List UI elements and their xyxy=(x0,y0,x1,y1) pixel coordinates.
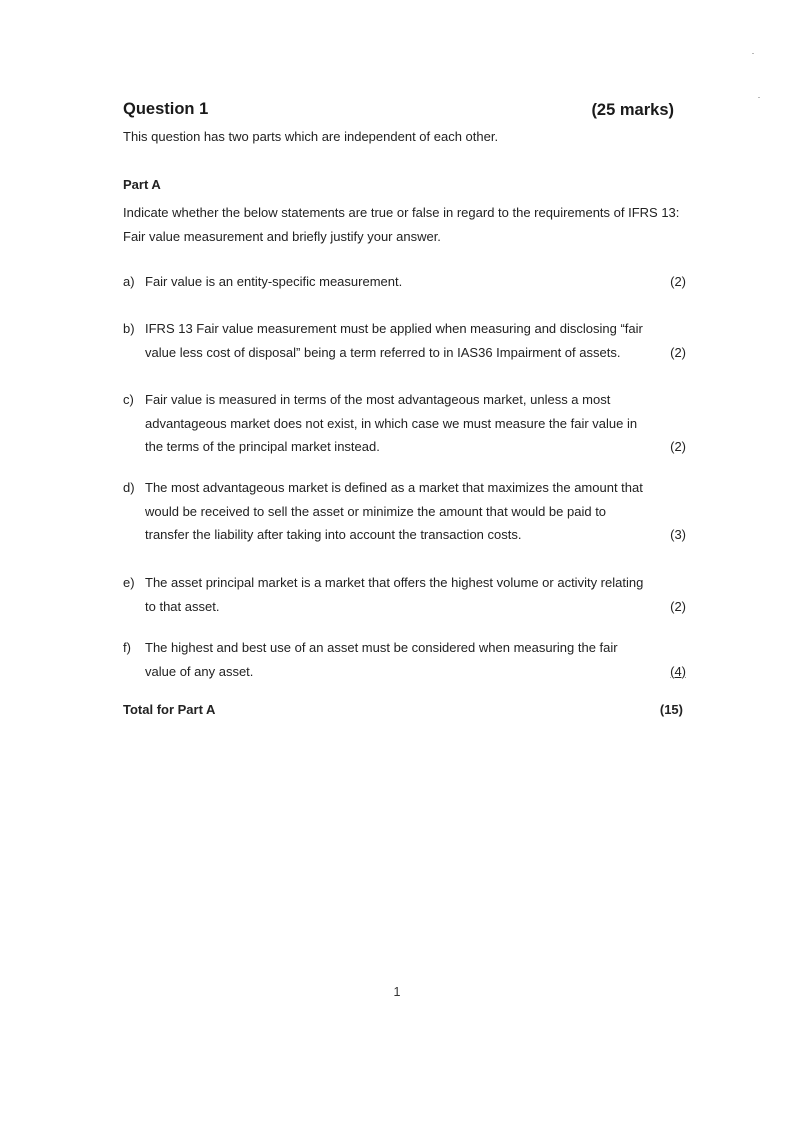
statement-marks: (2) xyxy=(670,598,686,614)
question-title: Question 1 xyxy=(123,100,209,118)
statement-item-a xyxy=(123,270,686,294)
statement-text: The most advantageous market is defined as a market that maximizes the amount that would be received to sell the asset or minimize the amount that would be paid to transfer the liability after taking into account the transaction costs. xyxy=(145,480,643,542)
statement-item-b xyxy=(123,317,686,364)
statement-marks: (2) xyxy=(670,344,686,360)
statement-item-e xyxy=(123,571,686,618)
statement-marks: (2) xyxy=(670,274,686,289)
statement-letter: c) xyxy=(123,392,134,407)
statement-marks: (4) xyxy=(670,663,686,679)
statement-text: The asset principal market is a market that offers the highest volume or activity relating to that asset. xyxy=(145,575,644,614)
statement-letter: a) xyxy=(123,274,135,289)
statement-text: Fair value is measured in terms of the most advantageous market, unless a most advantageous market does not exist, in which case we must measure the fair value in the terms of the principal market instead. xyxy=(145,392,638,454)
statement-letter: f) xyxy=(123,640,131,655)
question-marks: (25 marks) xyxy=(591,101,674,119)
scan-speck xyxy=(758,97,760,98)
part-a-heading: Part A xyxy=(123,177,161,192)
statement-text: Fair value is an entity-specific measurement. xyxy=(145,274,403,289)
part-a-instruction: Indicate whether the below statements are true or false in regard to the requirements of IFRS 13: Fair value measurement and briefly justify your answer. xyxy=(123,205,680,244)
statement-letter: b) xyxy=(123,321,135,336)
statement-item-c xyxy=(123,388,686,459)
statement-marks: (3) xyxy=(670,527,686,542)
statement-item-f xyxy=(123,636,686,683)
statement-letter: d) xyxy=(123,480,135,495)
statement-marks: (2) xyxy=(670,439,686,454)
statement-text: The highest and best use of an asset must be considered when measuring the fair value of any asset. xyxy=(145,640,618,679)
statement-letter: e) xyxy=(123,575,135,590)
scan-speck xyxy=(752,53,754,54)
statement-text: IFRS 13 Fair value measurement must be applied when measuring and disclosing “fair value less cost of disposal” being a term referred to in IAS36 Impairment of assets. xyxy=(145,321,643,360)
statement-item-d xyxy=(123,476,686,547)
question-intro: This question has two parts which are independent of each other. xyxy=(123,129,499,144)
page-number: 1 xyxy=(393,985,401,999)
part-a-total-label: Total for Part A xyxy=(123,702,216,717)
part-a-total-marks: (15) xyxy=(659,702,683,717)
